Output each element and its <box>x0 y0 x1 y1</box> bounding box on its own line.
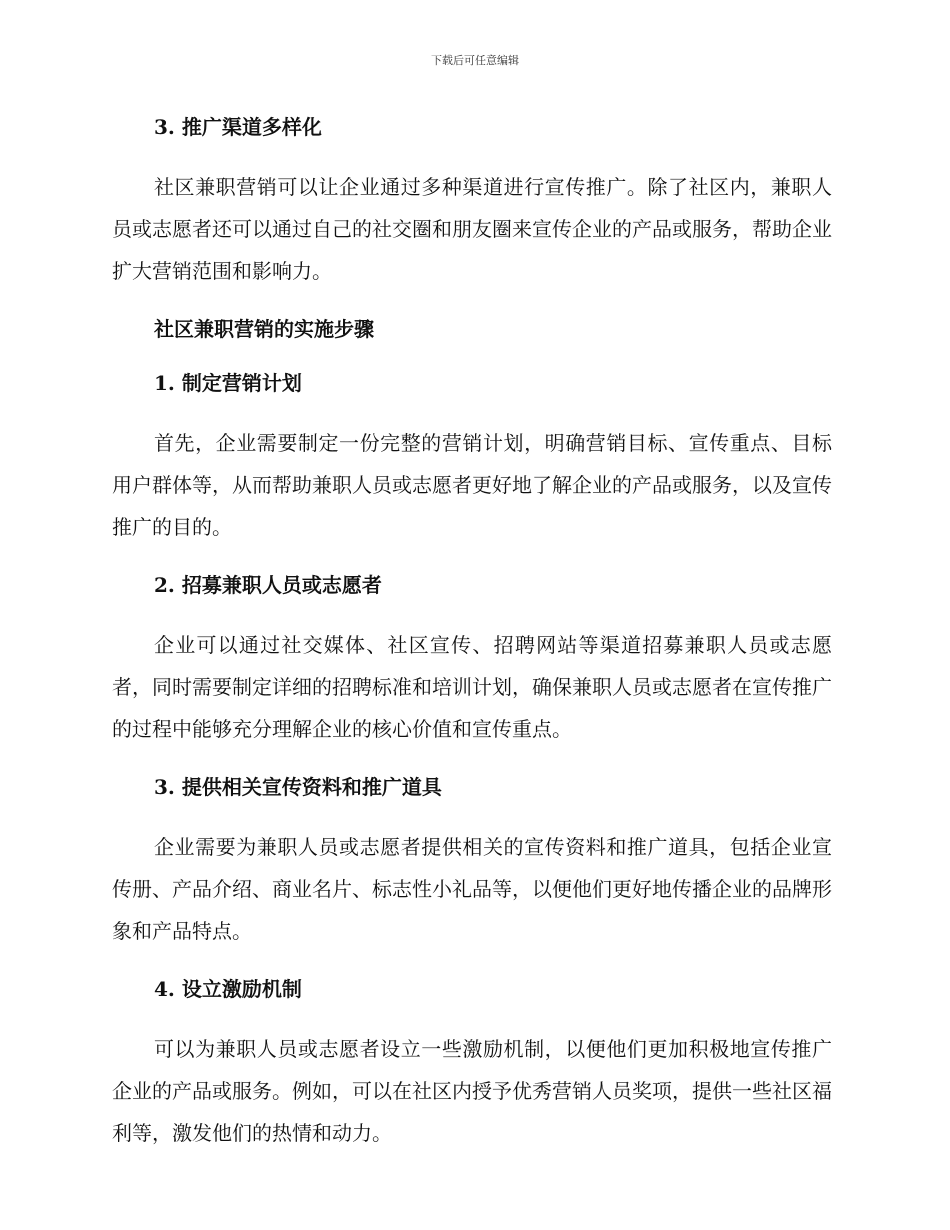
section-paragraph: 企业可以通过社交媒体、社区宣传、招聘网站等渠道招募兼职人员或志愿者，同时需要制定详细的招聘标准和培训计划，确保兼职人员或志愿者在宣传推广的过程中能够充分理解企业的核心价值和宣传重点。 <box>112 633 832 741</box>
page-header-note: 下载后可任意编辑 <box>431 54 519 67</box>
section-paragraph: 社区兼职营销可以让企业通过多种渠道进行宣传推广。除了社区内，兼职人员或志愿者还可以通过自己的社交圈和朋友圈来宣传企业的产品或服务，帮助企业扩大营销范围和影响力。 <box>112 175 832 283</box>
chapter-heading: 社区兼职营销的实施步骤 <box>154 317 374 341</box>
section-paragraph: 首先，企业需要制定一份完整的营销计划，明确营销目标、宣传重点、目标用户群体等，从而帮助兼职人员或志愿者更好地了解企业的产品或服务，以及宣传推广的目的。 <box>112 431 832 539</box>
section-heading: 1. 制定营销计划 <box>154 371 302 395</box>
section-heading: 3. 提供相关宣传资料和推广道具 <box>154 775 442 799</box>
section-paragraph: 可以为兼职人员或志愿者设立一些激励机制，以便他们更加积极地宣传推广企业的产品或服务。例如，可以在社区内授予优秀营销人员奖项，提供一些社区福利等，激发他们的热情和动力。 <box>112 1037 832 1145</box>
section-heading: 3. 推广渠道多样化 <box>154 115 322 139</box>
document-body <box>112 112 832 1154</box>
section-heading: 4. 设立激励机制 <box>154 977 302 1001</box>
section-heading: 2. 招募兼职人员或志愿者 <box>154 573 382 597</box>
section-paragraph: 企业需要为兼职人员或志愿者提供相关的宣传资料和推广道具，包括企业宣传册、产品介绍、商业名片、标志性小礼品等，以便他们更好地传播企业的品牌形象和产品特点。 <box>112 835 832 943</box>
